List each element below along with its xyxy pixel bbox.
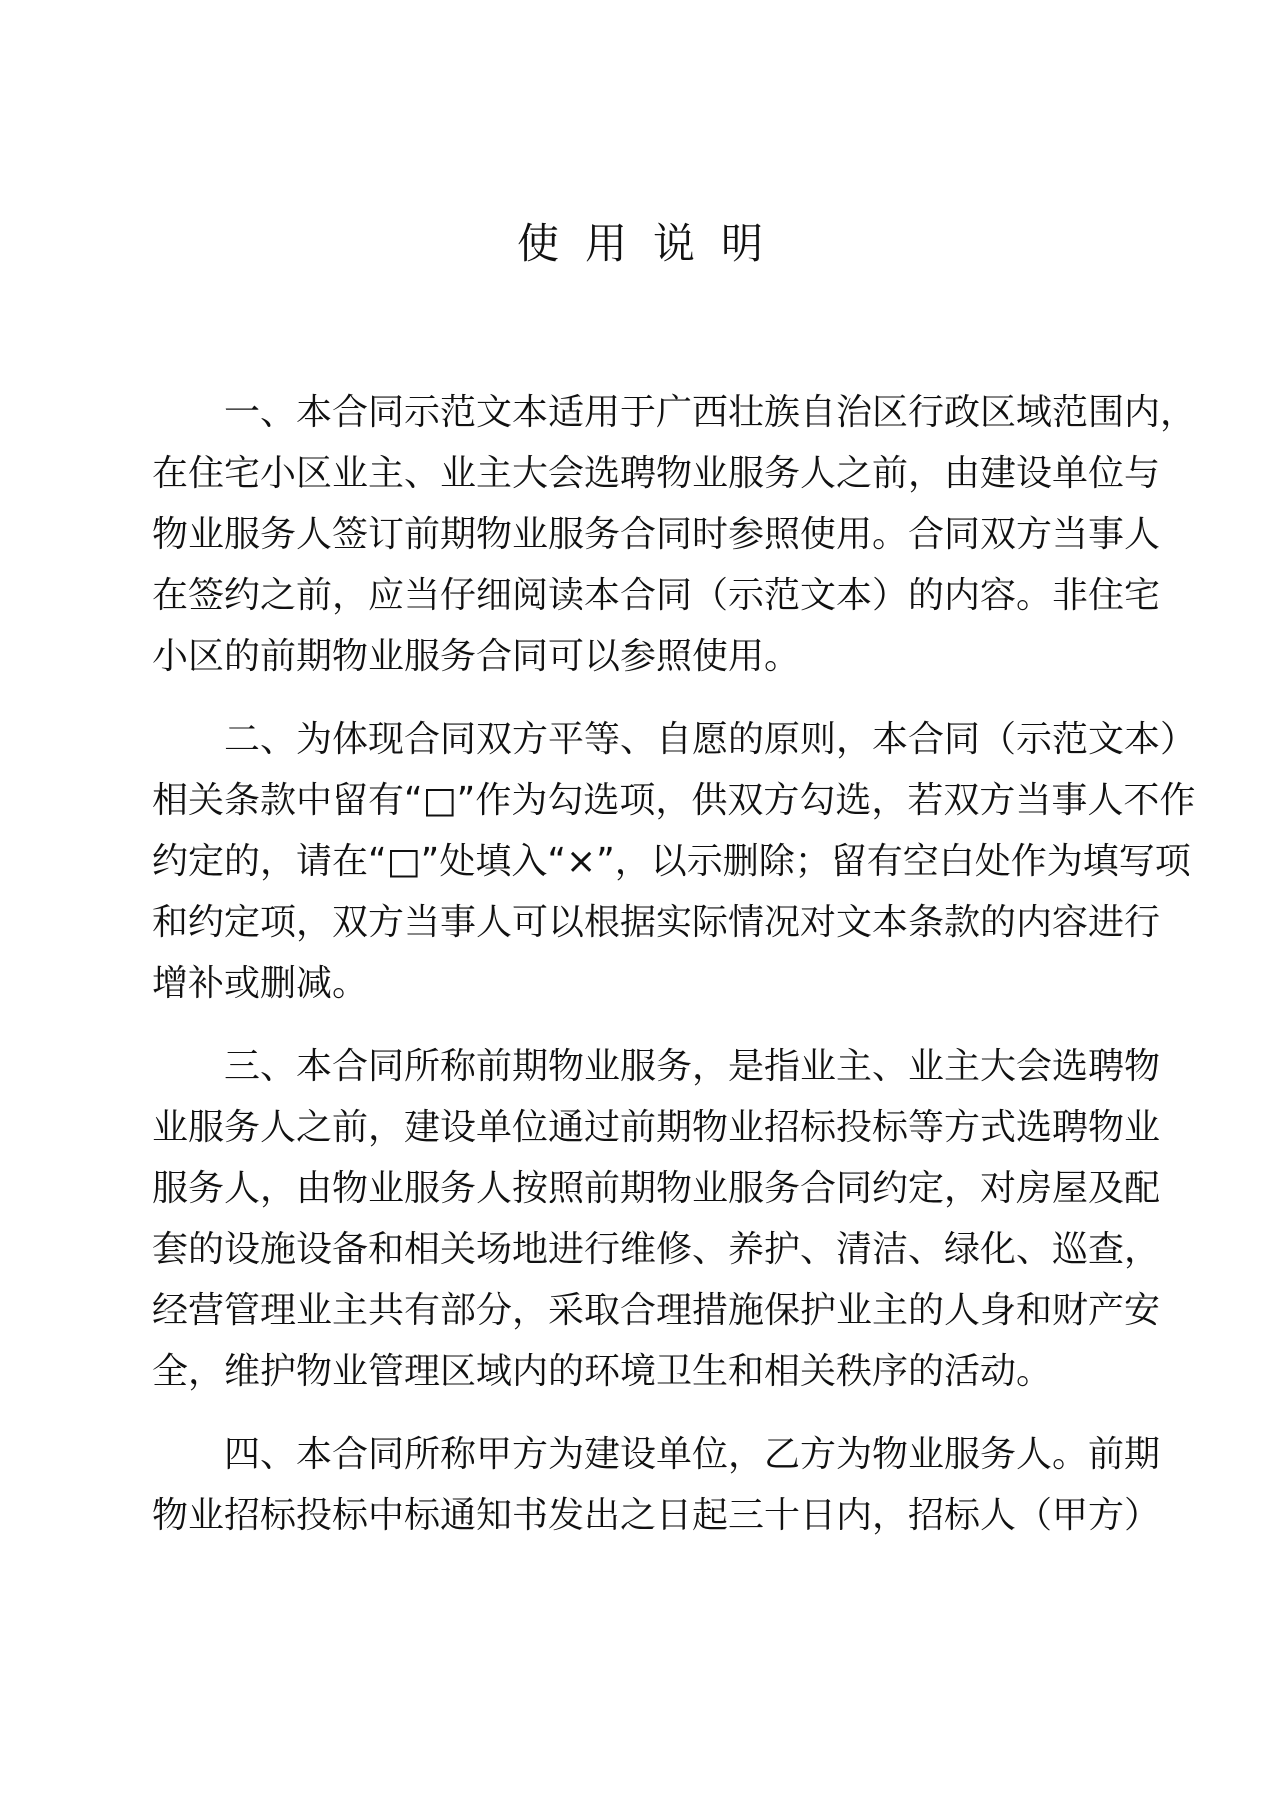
- text-line: 业服务人之前，建设单位通过前期物业招标投标等方式选聘物业: [152, 1107, 1161, 1148]
- text-line: 一、本合同示范文本适用于广西壮族自治区行政区域范围内，: [224, 392, 1197, 433]
- text-line: 增补或删减。: [152, 963, 369, 1004]
- text-line: 相关条款中留有“□”作为勾选项，供双方勾选，若双方当事人不作: [152, 780, 1196, 821]
- text-line: 约定的，请在“□”处填入“×”，以示删除；留有空白处作为填写项: [152, 841, 1191, 882]
- text-line: 四、本合同所称甲方为建设单位，乙方为物业服务人。前期: [224, 1434, 1161, 1475]
- paragraph: [152, 709, 1197, 1014]
- page-title: 使用说明: [516, 219, 789, 268]
- text-line: 物业招标投标中标通知书发出之日起三十日内，招标人（甲方）: [152, 1495, 1161, 1536]
- text-line: 小区的前期物业服务合同可以参照使用。: [152, 636, 801, 677]
- paragraph: [152, 1036, 1161, 1402]
- text-line: 在签约之前，应当仔细阅读本合同（示范文本）的内容。非住宅: [152, 575, 1161, 616]
- text-line: 服务人，由物业服务人按照前期物业服务合同约定，对房屋及配: [152, 1168, 1161, 1209]
- text-line: 物业服务人签订前期物业服务合同时参照使用。合同双方当事人: [152, 514, 1161, 555]
- text-line: 在住宅小区业主、业主大会选聘物业服务人之前，由建设单位与: [152, 453, 1161, 494]
- text-line: 全，维护物业管理区域内的环境卫生和相关秩序的活动。: [152, 1351, 1053, 1392]
- text-line: 套的设施设备和相关场地进行维修、养护、清洁、绿化、巡查，: [152, 1229, 1161, 1270]
- text-line: 和约定项，双方当事人可以根据实际情况对文本条款的内容进行: [152, 902, 1161, 943]
- paragraph: [152, 382, 1197, 687]
- document-body: [152, 382, 1197, 1568]
- paragraph: [152, 1424, 1161, 1546]
- text-line: 经营管理业主共有部分，采取合理措施保护业主的人身和财产安: [152, 1290, 1161, 1331]
- text-line: 二、为体现合同双方平等、自愿的原则，本合同（示范文本）: [224, 719, 1197, 760]
- text-line: 三、本合同所称前期物业服务，是指业主、业主大会选聘物: [224, 1046, 1161, 1087]
